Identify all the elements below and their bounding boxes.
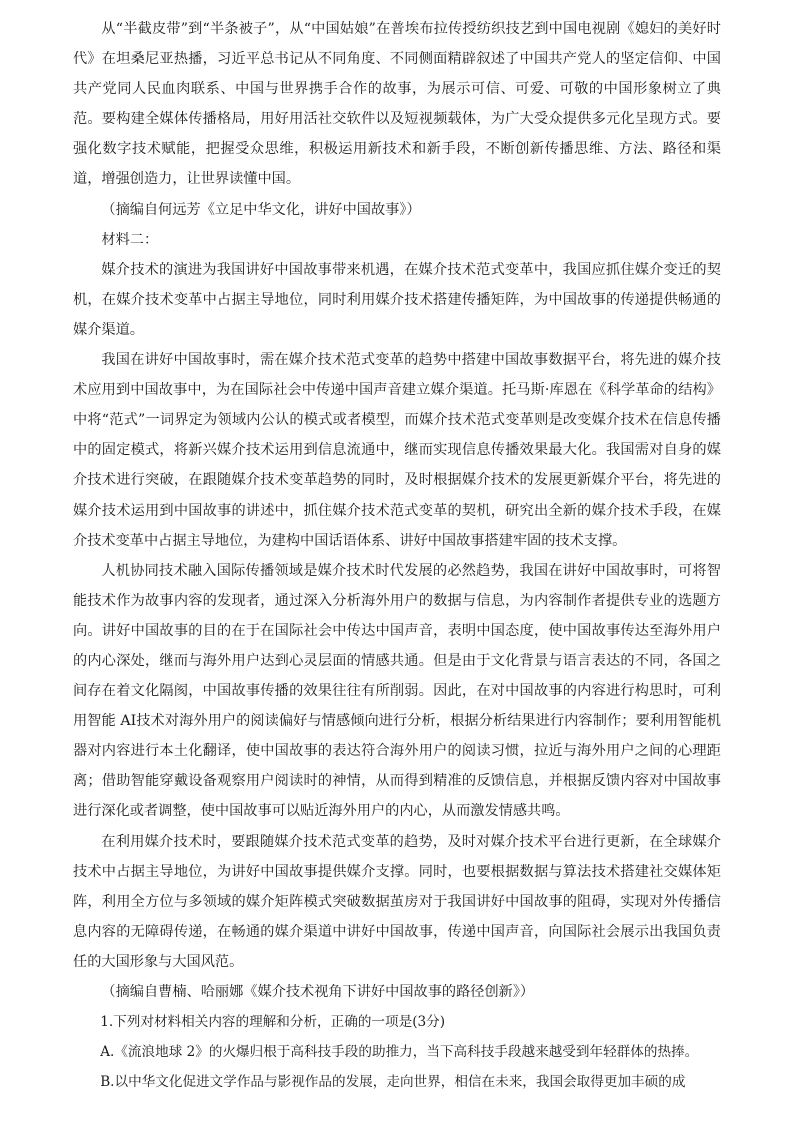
option-b: B.以中华文化促进文学作品与影视作品的发展，走向世界，相信在未来，我国会取得更加丰硕的成 bbox=[100, 1074, 686, 1091]
paragraph-5: 在利用媒介技术时，要跟随媒介技术范式变革的趋势，及时对媒介技术平台进行更新，在全球媒介技术中占据主导地位，为讲好中国故事提供媒介支撑。同时，也要根据数据与算法技术搭建社交媒体矩阵，利用全方位与多领域的媒介矩阵模式突破数据茧房对于我国讲好中国故事的阻碍，实现对外传播信息内容的无障碍传递，在畅通的媒介渠道中讲好中国故事，传递中国声音，向国际社会展示出我国负责任的大国形象与大国风范。 bbox=[73, 833, 721, 970]
source-citation-1: （摘编自何远芳《立足中华文化，讲好中国故事》） bbox=[101, 201, 421, 218]
paragraph-3: 我国在讲好中国故事时，需在媒介技术范式变革的趋势中搭建中国故事数据平台，将先进的媒介技术应用到中国故事中，为在国际社会中传递中国声音建立媒介渠道。托马斯·库恩在《科学革命的结构》中将“范式”一词界定为领域内公认的模式或者模型，而媒介技术范式变革则是改变媒介技术在信息传播中的固定模式，将新兴媒介技术运用到信息流通中，继而实现信息传播效果最大化。我国需对自身的媒介技术进行突破，在跟随媒介技术变革趋势的同时，及时根据媒介技术的发展更新媒介平台，将先进的媒介技术运用到中国故事的讲述中，抓住媒介技术范式变革的契机，研究出全新的媒介技术手段，在媒介技术变革中占据主导地位，为建构中国话语体系、讲好中国故事搭建牢固的技术支撑。 bbox=[73, 352, 721, 549]
document-body bbox=[73, 14, 721, 1097]
paragraph-4: 人机协同技术融入国际传播领域是媒介技术时代发展的必然趋势，我国在讲好中国故事时，可将智能技术作为故事内容的发现者，通过深入分析海外用户的数据与信息，为内容制作者提供专业的选题方向。讲好中国故事的目的在于在国际社会中传达中国声音，表明中国态度，使中国故事传达至海外用户的内心深处，继而与海外用户达到心灵层面的情感共通。但是由于文化背景与语言表达的不同，各国之间存在着文化隔阂，中国故事传播的效果往往有所削弱。因此，在对中国故事的内容进行构思时，可利用智能 AI技术对海外用户的阅读偏好与情感倾向进行分析，根据分析结果进行内容制作；要利用智能机器对内容进行本土化翻译，使中国故事的表达符合海外用户的阅读习惯，拉近与海外用户之间的心理距离；借助智能穿戴设备观察用户阅读时的神情，从而得到精准的反馈信息，并根据反馈内容对中国故事进行深化或者调整，使中国故事可以贴近海外用户的内心，从而激发情感共鸣。 bbox=[73, 562, 721, 820]
option-a: A.《流浪地球 2》的火爆归根于高科技手段的助推力，当下高科技手段越来越受到年轻群体的热捧。 bbox=[100, 1044, 699, 1061]
material-2-label: 材料二： bbox=[101, 231, 159, 248]
paragraph-2: 媒介技术的演进为我国讲好中国故事带来机遇，在媒介技术范式变革中，我国应抓住媒介变迁的契机，在媒介技术变革中占据主导地位，同时利用媒介技术搭建传播矩阵，为中国故事的传递提供畅通的媒介渠道。 bbox=[73, 261, 721, 338]
source-citation-2: （摘编自曹楠、哈丽娜《媒介技术视角下讲好中国故事的路径创新》） bbox=[101, 984, 535, 1000]
paragraph-1: 从“半截皮带”到“半条被子”，从“中国姑娘”在普埃布拉传授纺织技艺到中国电视剧《媳妇的美好时代》在坦桑尼亚热播，习近平总书记从不同角度、不同侧面精辟叙述了中国共产党人的坚定信仰、中国共产党同人民血肉联系、中国与世界携手合作的故事，为展示可信、可爱、可敬的中国形象树立了典范。要构建全媒体传播格局，用好用活社交软件以及短视频载体，为广大受众提供多元化呈现方式。要强化数字技术赋能，把握受众思维，积极运用新技术和新手段，不断创新传播思维、方法、路径和渠道，增强创造力，让世界读懂中国。 bbox=[73, 21, 721, 188]
question-1: 1.下列对材料相关内容的理解和分析，正确的一项是(3分) bbox=[100, 1014, 446, 1031]
